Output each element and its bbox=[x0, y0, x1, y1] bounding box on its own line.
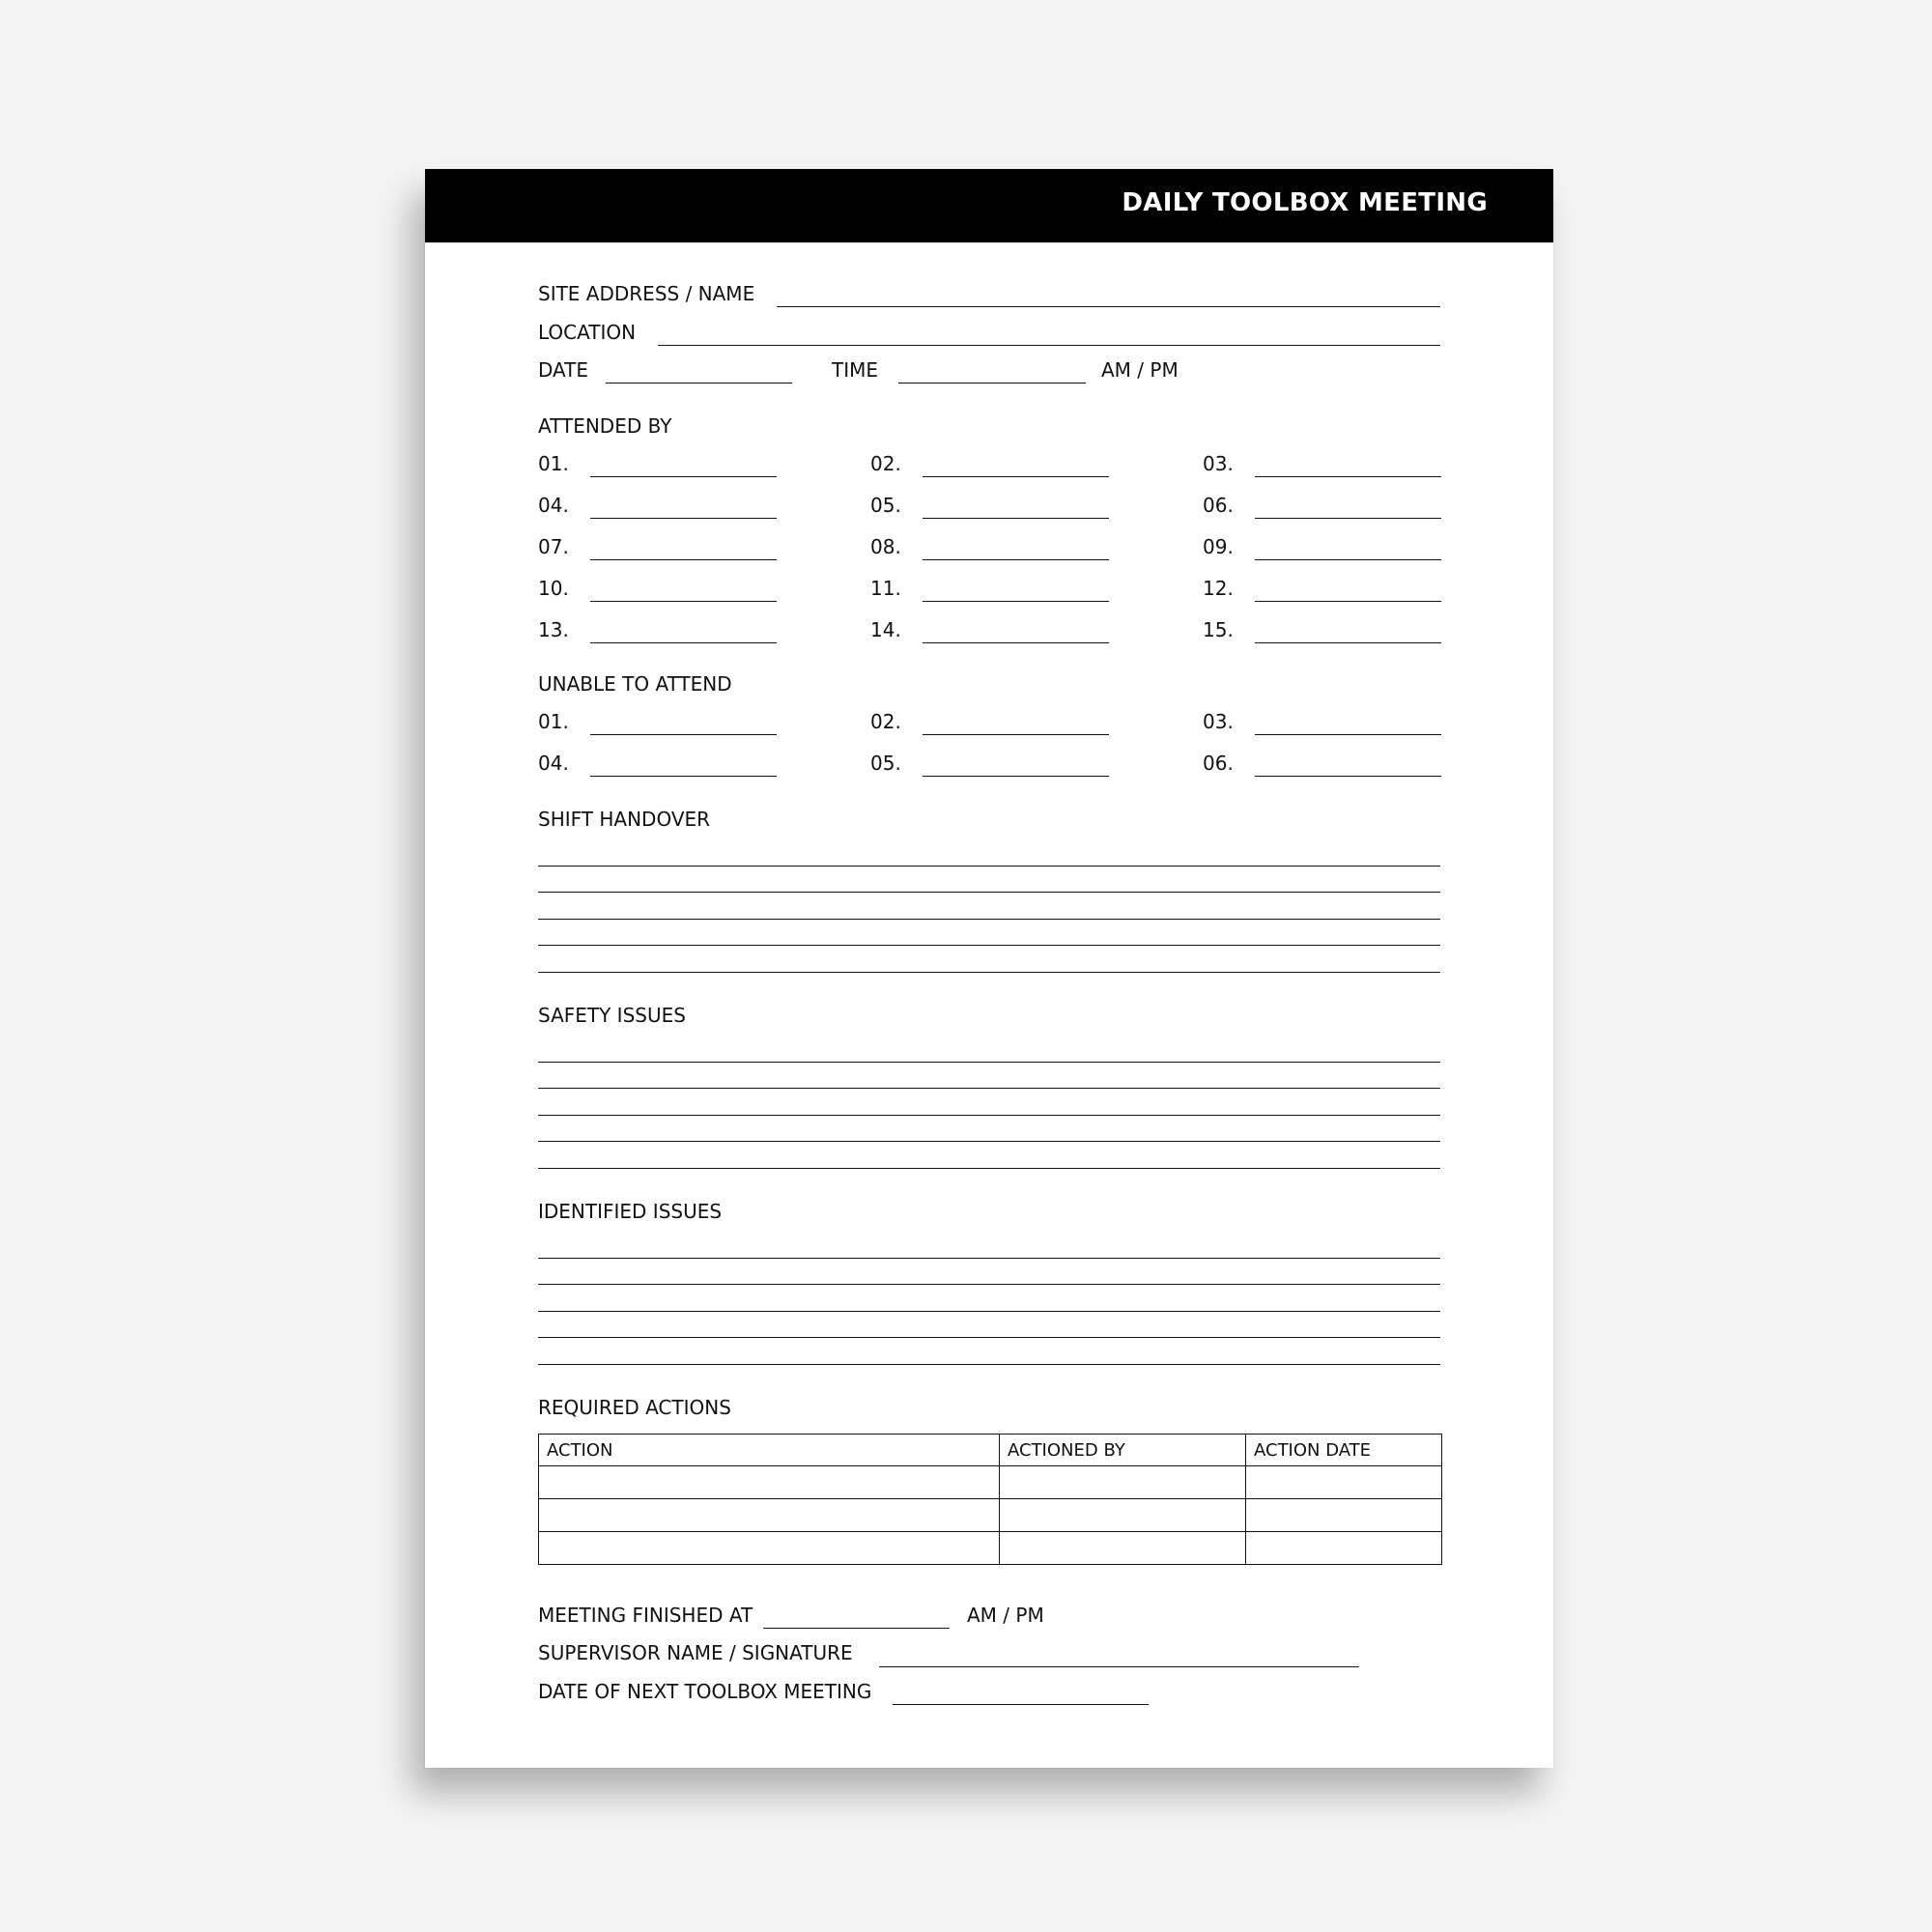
attendee-number: 03. bbox=[1203, 452, 1234, 475]
absentee-name-field[interactable] bbox=[923, 734, 1109, 735]
shift-handover-line[interactable] bbox=[538, 892, 1440, 893]
identified-issues-line[interactable] bbox=[538, 1364, 1440, 1365]
shift-handover-line[interactable] bbox=[538, 945, 1440, 946]
required-actions-title: REQUIRED ACTIONS bbox=[538, 1396, 731, 1419]
identified-issues-line[interactable] bbox=[538, 1258, 1440, 1259]
attendee-number: 06. bbox=[1203, 494, 1234, 517]
shift-handover-line[interactable] bbox=[538, 972, 1440, 973]
absentee-number: 01. bbox=[538, 710, 569, 733]
time-field[interactable] bbox=[898, 383, 1086, 384]
attendee-name-field[interactable] bbox=[1255, 518, 1441, 519]
absentee-name-field[interactable] bbox=[1255, 734, 1441, 735]
attended-by-title: ATTENDED BY bbox=[538, 414, 672, 438]
form-title: DAILY TOOLBOX MEETING bbox=[1122, 188, 1488, 217]
location-label: LOCATION bbox=[538, 321, 637, 344]
identified-issues-line[interactable] bbox=[538, 1337, 1440, 1338]
absentee-number: 06. bbox=[1203, 752, 1234, 775]
attendee-number: 12. bbox=[1203, 577, 1234, 600]
absentee-number: 03. bbox=[1203, 710, 1234, 733]
site-address-label: SITE ADDRESS / NAME bbox=[538, 282, 755, 305]
action-cell[interactable] bbox=[539, 1466, 1000, 1499]
attendee-name-field[interactable] bbox=[590, 601, 777, 602]
location-field[interactable] bbox=[658, 345, 1440, 346]
column-header-action: ACTION bbox=[539, 1435, 1000, 1466]
identified-issues-line[interactable] bbox=[538, 1311, 1440, 1312]
safety-issues-line[interactable] bbox=[538, 1088, 1440, 1089]
attendee-number: 09. bbox=[1203, 535, 1234, 558]
action-date-cell[interactable] bbox=[1246, 1532, 1442, 1565]
actioned-by-cell[interactable] bbox=[1000, 1499, 1246, 1532]
absentee-number: 05. bbox=[870, 752, 901, 775]
action-date-cell[interactable] bbox=[1246, 1466, 1442, 1499]
unable-to-attend-title: UNABLE TO ATTEND bbox=[538, 672, 732, 696]
absentee-number: 04. bbox=[538, 752, 569, 775]
column-header-actioned-by: ACTIONED BY bbox=[1000, 1435, 1246, 1466]
table-row bbox=[539, 1466, 1442, 1499]
table-row bbox=[539, 1499, 1442, 1532]
time-label: TIME bbox=[832, 358, 879, 382]
attendee-name-field[interactable] bbox=[923, 559, 1109, 560]
absentee-name-field[interactable] bbox=[1255, 776, 1441, 777]
attendee-name-field[interactable] bbox=[923, 601, 1109, 602]
required-actions-table bbox=[538, 1434, 1442, 1565]
supervisor-label: SUPERVISOR NAME / SIGNATURE bbox=[538, 1641, 853, 1664]
column-header-action-date: ACTION DATE bbox=[1246, 1435, 1442, 1466]
attendee-number: 07. bbox=[538, 535, 569, 558]
actioned-by-cell[interactable] bbox=[1000, 1466, 1246, 1499]
attendee-number: 04. bbox=[538, 494, 569, 517]
site-address-field[interactable] bbox=[777, 306, 1440, 307]
safety-issues-line[interactable] bbox=[538, 1115, 1440, 1116]
date-label: DATE bbox=[538, 358, 589, 382]
action-date-cell[interactable] bbox=[1246, 1499, 1442, 1532]
time-ampm-label: AM / PM bbox=[1101, 358, 1179, 382]
attendee-number: 13. bbox=[538, 618, 569, 641]
shift-handover-title: SHIFT HANDOVER bbox=[538, 808, 711, 831]
identified-issues-title: IDENTIFIED ISSUES bbox=[538, 1200, 723, 1223]
attendee-number: 11. bbox=[870, 577, 901, 600]
action-cell[interactable] bbox=[539, 1499, 1000, 1532]
absentee-number: 02. bbox=[870, 710, 901, 733]
table-header-row bbox=[539, 1435, 1442, 1466]
safety-issues-line[interactable] bbox=[538, 1168, 1440, 1169]
next-meeting-field[interactable] bbox=[893, 1704, 1149, 1705]
header-bar bbox=[425, 169, 1553, 242]
meeting-finished-ampm-label: AM / PM bbox=[967, 1604, 1044, 1627]
attendee-name-field[interactable] bbox=[923, 642, 1109, 643]
safety-issues-title: SAFETY ISSUES bbox=[538, 1004, 686, 1027]
safety-issues-line[interactable] bbox=[538, 1062, 1440, 1063]
actioned-by-cell[interactable] bbox=[1000, 1532, 1246, 1565]
attendee-name-field[interactable] bbox=[590, 559, 777, 560]
attendee-name-field[interactable] bbox=[1255, 601, 1441, 602]
table-row bbox=[539, 1532, 1442, 1565]
attendee-name-field[interactable] bbox=[590, 642, 777, 643]
attendee-number: 05. bbox=[870, 494, 901, 517]
date-field[interactable] bbox=[606, 383, 792, 384]
safety-issues-line[interactable] bbox=[538, 1141, 1440, 1142]
shift-handover-line[interactable] bbox=[538, 866, 1440, 867]
meeting-finished-label: MEETING FINISHED AT bbox=[538, 1604, 753, 1627]
absentee-name-field[interactable] bbox=[590, 734, 777, 735]
supervisor-field[interactable] bbox=[879, 1666, 1359, 1667]
absentee-name-field[interactable] bbox=[590, 776, 777, 777]
attendee-name-field[interactable] bbox=[1255, 559, 1441, 560]
meeting-finished-field[interactable] bbox=[763, 1628, 950, 1629]
action-cell[interactable] bbox=[539, 1532, 1000, 1565]
attendee-number: 14. bbox=[870, 618, 901, 641]
identified-issues-line[interactable] bbox=[538, 1284, 1440, 1285]
attendee-number: 10. bbox=[538, 577, 569, 600]
absentee-name-field[interactable] bbox=[923, 776, 1109, 777]
attendee-name-field[interactable] bbox=[1255, 476, 1441, 477]
form-sheet bbox=[425, 169, 1553, 1768]
attendee-name-field[interactable] bbox=[590, 476, 777, 477]
next-meeting-label: DATE OF NEXT TOOLBOX MEETING bbox=[538, 1680, 872, 1703]
attendee-name-field[interactable] bbox=[590, 518, 777, 519]
attendee-number: 08. bbox=[870, 535, 901, 558]
attendee-number: 01. bbox=[538, 452, 569, 475]
attendee-number: 15. bbox=[1203, 618, 1234, 641]
attendee-name-field[interactable] bbox=[923, 518, 1109, 519]
attendee-name-field[interactable] bbox=[923, 476, 1109, 477]
attendee-name-field[interactable] bbox=[1255, 642, 1441, 643]
shift-handover-line[interactable] bbox=[538, 919, 1440, 920]
attendee-number: 02. bbox=[870, 452, 901, 475]
